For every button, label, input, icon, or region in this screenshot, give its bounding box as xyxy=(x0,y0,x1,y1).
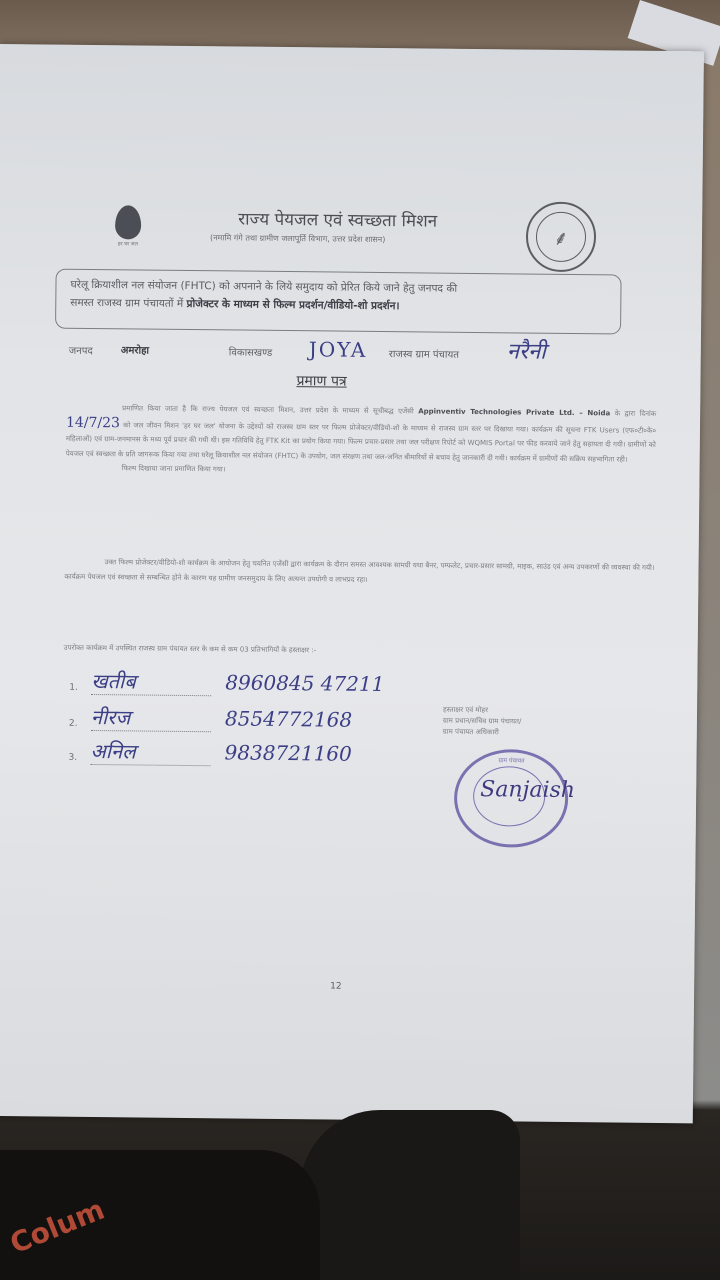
district-value: अमरोहा xyxy=(120,345,150,357)
panchayat-label: राजस्व ग्राम पंचायत xyxy=(388,349,460,361)
signatory-block: हस्ताक्षर एवं मोहर ग्राम प्रधान/सचिव ग्राम पंचायत/ ग्राम पंचायत अधिकारी xyxy=(442,705,522,737)
list-item: 1. खतीब 8960845 47211 xyxy=(69,668,385,697)
certificate-heading: प्रमाण पत्र xyxy=(296,373,347,390)
witness-phone: 8960845 47211 xyxy=(225,670,385,697)
program-date: 14/7/23 xyxy=(65,414,121,431)
page-title: राज्य पेयजल एवं स्वच्छता मिशन xyxy=(238,209,438,232)
witness-name: अनिल xyxy=(90,737,210,766)
signature: Sanjaish xyxy=(480,777,576,804)
page-subtitle: (नमामि गंगे तथा ग्रामीण जलापूर्ति विभाग, उत्तर प्रदेश शासन) xyxy=(209,233,386,245)
list-item: 2. नीरज 8554772168 xyxy=(68,704,353,732)
water-drop-icon xyxy=(115,205,141,239)
certificate-paragraph-1: प्रमाणित किया जाता है कि राज्य पेयजल एवं स्वच्छता मिशन, उत्तर प्रदेश के माध्यम से सूचीबद्ध एजेंसी Appinventiv Technologies Private Ltd. – Noida के द्वारा दिनांक 14/7/23 को जल जीवन मिशन 'हर घर जल' योजना के उद्देश्यों को राजस्व ग्राम स्तर पर फिल्म प्रोजेक्टर/वीडियो-शो के माध्यम से राजस्व ग्राम स्तर पर दिखाया गया। कार्यक्रम की सूचना FTK Users (एफ०टी०के० महिलाओं) एवं ग्राम-जनमानस के मध्य पूर्व प्रचार की गयी थी। इस गतिविधि हेतु FTK Kit का प्रयोग किया गया। फिल्म प्रचार-प्रसार तथा जल परीक्षण रिपोर्ट को WQMIS Portal पर फीड करवाये जाने हेतु सहायता दी गयी। ग्रामीणों को पेयजल एवं स्वच्छता के प्रति जागरूक किया गया तथा घरेलू क्रियाशील नल संयोजन (FHTC) के उपयोग, जल संरक्षण तथा जल-जनित बीमारियों से बचाव हेतु जानकारी दी गयी। कार्यक्रम में ग्रामीणों की सक्रिय सहभागिता रही। फिल्म दिखाया जाना प्रमाणित किया गया। xyxy=(65,404,657,474)
block-value: JOYA xyxy=(308,337,368,362)
witness-list xyxy=(68,668,385,779)
program-banner: घरेलू क्रियाशील नल संयोजन (FHTC) को अपनाने के लिये समुदाय को प्रेरित किये जाने हेतु जनपद की समस्त राजस्व ग्राम पंचायतों में प्रोजेक्टर के माध्यम से फिल्म प्रदर्शन/वीडियो-शो प्रदर्शन। xyxy=(55,269,622,335)
certificate-paragraph-2: उक्त फिल्म प्रोजेक्टर/वीडियो-शो कार्यक्रम के आयोजन हेतु चयनित एजेंसी द्वारा कार्यक्रम के दौरान समस्त आवश्यक सामग्री यथा बैनर, पम्फलेट, प्रचार-प्रसार सामग्री, माइक, साउंड एवं अन्य उपकरणों की व्यवस्था की गयी। कार्यक्रम पेयजल एवं स्वच्छता से सम्बन्धित होने के कारण यह ग्रामीण जनसमुदाय के लिए अत्यन्त उपयोगी व लाभप्रद रहा। xyxy=(64,558,655,584)
mission-logo: हर घर जल xyxy=(108,205,149,255)
background-foot xyxy=(300,1110,520,1280)
witness-name: खतीब xyxy=(91,667,211,696)
background-shoe-text: Colum xyxy=(5,1192,110,1261)
district-label: जनपद xyxy=(68,345,93,357)
witness-name: नीरज xyxy=(91,703,211,732)
witness-phone: 8554772168 xyxy=(224,706,353,732)
up-government-emblem xyxy=(526,202,597,273)
list-item: 3. अनिल 9838721160 xyxy=(68,738,352,766)
panchayat-value: नरैनी xyxy=(506,339,547,365)
witness-intro: उपरोक्त कार्यक्रम में उपस्थित राजस्व ग्राम पंचायत स्तर के कम से कम 03 प्रतिभागियों के हस्ताक्षर :- xyxy=(63,643,317,655)
document-page xyxy=(0,44,704,1123)
witness-phone: 9838721160 xyxy=(224,740,352,766)
block-label: विकासखण्ड xyxy=(228,347,273,359)
page-number: 12 xyxy=(330,981,342,992)
emblem-icon: ⸙ xyxy=(536,212,587,263)
official-stamp: ग्राम पंचायत xyxy=(454,749,569,848)
